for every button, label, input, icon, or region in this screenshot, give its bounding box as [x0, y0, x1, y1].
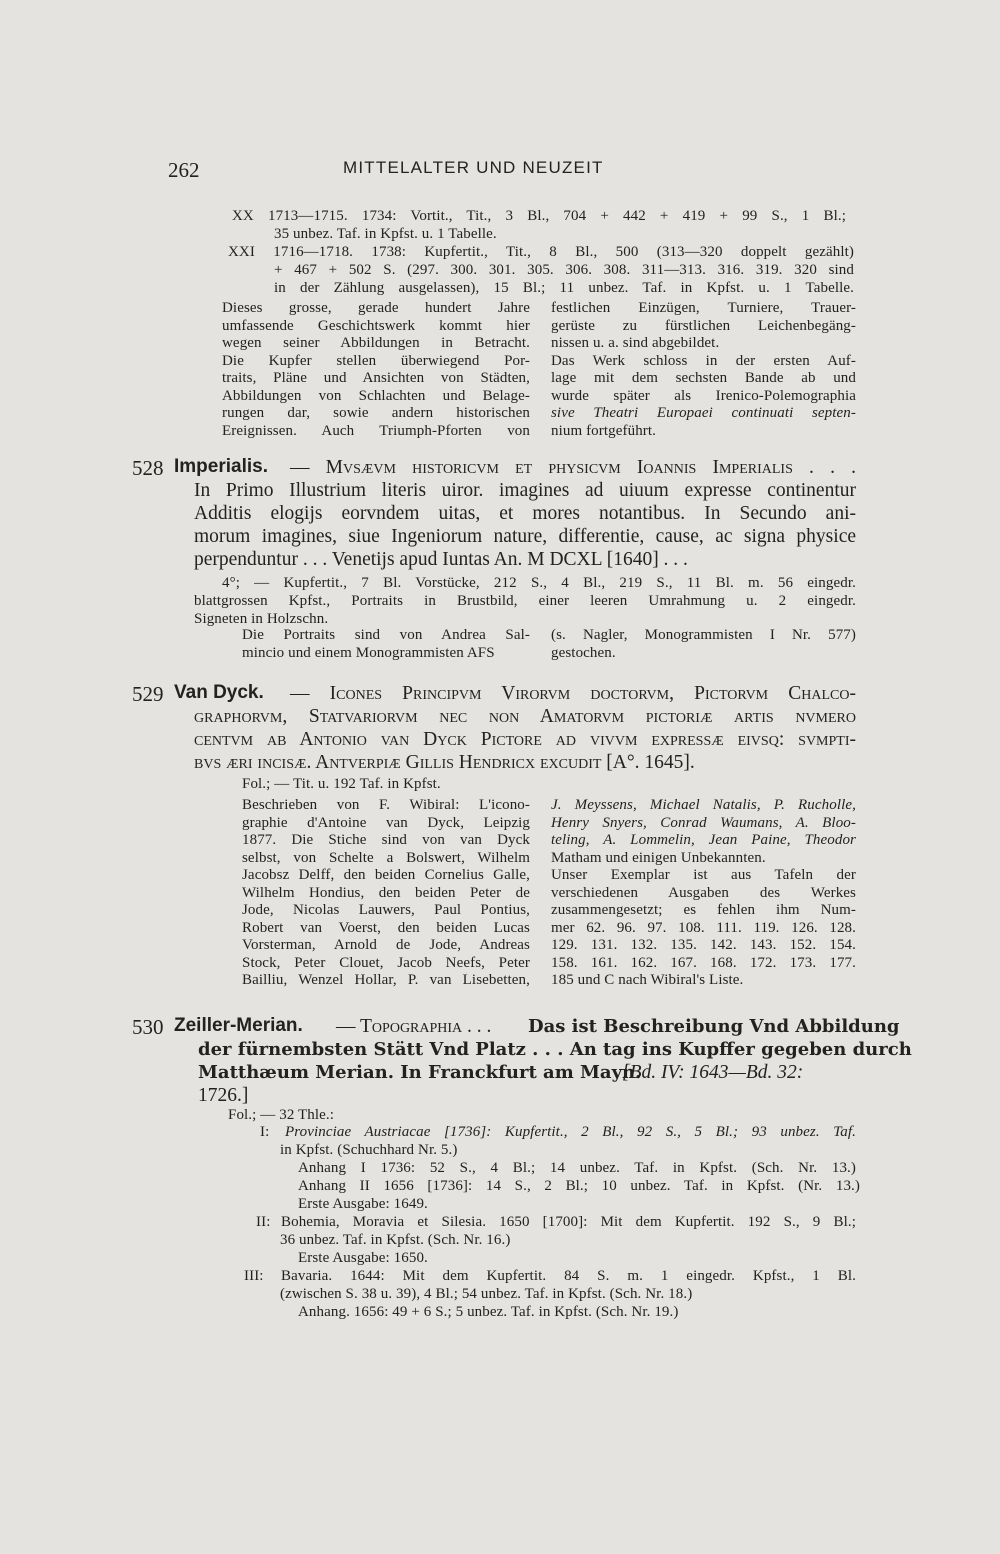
entry-title-line: bvs æri incisæ. Antverpiæ Gillis Hendricx excudit [A°. 1645]. — [194, 752, 695, 773]
entry-collation: Signeten in Holzschn. — [194, 611, 329, 627]
prev-entry-note-left — [222, 300, 530, 440]
entry-number: 530 — [132, 1015, 164, 1039]
note-line: 1877. Die Stiche sind von van Dyck — [242, 832, 530, 848]
note-line: nissen u. a. sind abgebildet. — [551, 335, 720, 351]
volume-line: Bohemia, Moravia et Silesia. 1650 [1700]: Mit dem Kupfertit. 192 S., 9 Bl.; — [281, 1214, 856, 1230]
note-line: Vorsterman, Arnold de Jode, Andreas — [242, 937, 530, 953]
volume-line: Bavaria. 1644: Mit dem Kupfertit. 84 S. m. 1 eingedr. Kpfst., 1 Bl. — [281, 1268, 856, 1284]
note-line: Henry Snyers, Conrad Waumans, A. Bloo- — [551, 814, 856, 831]
volume-line: (zwischen S. 38 u. 39), 4 Bl.; 54 unbez. Taf. in Kpfst. (Sch. Nr. 18.) — [280, 1286, 693, 1302]
note-line: Wilhelm Hondius, den beiden Peter de — [242, 884, 530, 901]
entry-title-line: perpenduntur . . . Venetijs apud Iuntas An. M DCXL [1640] . . . — [194, 549, 688, 570]
note-line: Die Kupfer stellen überwiegend Por- — [222, 352, 530, 369]
volume-label: II: — [256, 1214, 271, 1230]
entry-title-line: morum imagines, siue Ingeniorum nature, differentie, cause, ac signa physice — [194, 526, 856, 547]
note-line: gerüste zu fürstlichen Leichenbegäng- — [551, 317, 856, 334]
volume-line: in Kpfst. (Schuchhard Nr. 5.) — [280, 1142, 458, 1158]
volume-line: Anhang II 1656 [1736]: 14 S., 2 Bl.; 10 unbez. Taf. in Kpfst. (Nr. 13.) — [298, 1178, 860, 1194]
entry-note-right — [551, 797, 856, 990]
volume-xxi-line-1: XXI 1716—1718. 1738: Kupfertit., Tit., 8 Bl., 500 (313—320 doppelt gezählt) — [228, 244, 854, 260]
note-line: Bailliu, Wenzel Hollar, P. van Lisebetten, — [242, 972, 530, 988]
entry-title-line: — Icones Principvm Virorvm doctorvm, Pictorvm Chalco- — [290, 683, 856, 704]
entry-name: Van Dyck. — [174, 682, 264, 703]
note-line: zusammengesetzt; es fehlen ihm Num- — [551, 902, 856, 918]
note-line: Das Werk schloss in der ersten Auf- — [551, 352, 856, 369]
note-line: sive Theatri Europaei continuati septen- — [551, 405, 856, 421]
note-line: Jacobsz Delff, den beiden Cornelius Galle, — [242, 867, 530, 883]
note-line: Dieses grosse, gerade hundert Jahre — [222, 300, 530, 316]
entry-name: Zeiller-Merian. — [174, 1015, 303, 1036]
entry-title-line: 1726.] — [198, 1085, 249, 1106]
note-line: 129. 131. 132. 135. 142. 143. 152. 154. — [551, 937, 856, 953]
entry-title-line: — Mvsævm historicvm et physicvm Ioannis Imperialis . . . — [290, 457, 856, 478]
note-line: Robert van Voerst, den beiden Lucas — [242, 919, 530, 936]
entry-title-fraktur: der fürnembsten Stätt Vnd Platz . . . An tag ins Kupffer gegeben durch — [198, 1039, 912, 1060]
entry-note-left — [242, 627, 530, 662]
note-line: Die Portraits sind von Andrea Sal- — [242, 627, 530, 643]
note-line: Jode, Nicolas Lauwers, Paul Pontius, — [242, 902, 530, 918]
note-line: Unser Exemplar ist aus Tafeln der — [551, 867, 856, 883]
note-line: wurde später als Irenico-Polemographia — [551, 387, 856, 404]
volume-line: Anhang. 1656: 49 + 6 S.; 5 unbez. Taf. in Kpfst. (Sch. Nr. 19.) — [298, 1304, 679, 1320]
note-line: gestochen. — [551, 644, 616, 661]
note-line: rungen dar, sowie andern historischen — [222, 405, 530, 421]
volume-line: Anhang I 1736: 52 S., 4 Bl.; 14 unbez. Taf. in Kpfst. (Sch. Nr. 13.) — [298, 1160, 856, 1176]
entry-title-line: [Bd. IV: 1643—Bd. 32: — [622, 1062, 804, 1083]
note-line: 158. 161. 162. 167. 168. 172. 173. 177. — [551, 954, 856, 971]
prev-entry-note-right — [551, 300, 856, 440]
entry-collation: Fol.; — Tit. u. 192 Taf. in Kpfst. — [242, 776, 441, 792]
entry-name: Imperialis. — [174, 456, 268, 477]
note-line: J. Meyssens, Michael Natalis, P. Rucholle, — [551, 797, 856, 813]
entry-title-line: Additis elogijs eorvndem uitas, et mores notantibus. In Secundo ani- — [194, 503, 856, 524]
note-line: lage mit dem sechsten Bande ab und — [551, 370, 856, 386]
volume-xx-line-1: XX 1713—1715. 1734: Vortit., Tit., 3 Bl., 704 + 442 + 419 + 99 S., 1 Bl.; — [232, 208, 846, 224]
note-line: wegen seiner Abbildungen in Betracht. — [222, 335, 530, 351]
page-number: 262 — [168, 158, 200, 182]
note-line: Stock, Peter Clouet, Jacob Neefs, Peter — [242, 954, 530, 971]
note-line: 185 und C nach Wibiral's Liste. — [551, 972, 744, 988]
entry-note-left — [242, 797, 530, 990]
running-title: MITTELALTER UND NEUZEIT — [343, 158, 604, 177]
entry-title-line: graphorvm, Statvariorvm nec non Amatorvm pictoriæ artis nvmero — [194, 706, 856, 727]
note-line: selbst, von Schelte a Bolswert, Wilhelm — [242, 849, 530, 866]
note-line: verschiedenen Ausgaben des Werkes — [551, 884, 856, 901]
entry-collation: blattgrossen Kpfst., Portraits in Brustbild, einer leeren Umrahmung u. 2 eingedr. — [194, 593, 856, 609]
volume-line: Provinciae Austriacae [1736]: Kupfertit., 2 Bl., 92 S., 5 Bl.; 93 unbez. Taf. — [285, 1124, 856, 1140]
note-line: (s. Nagler, Monogrammisten I Nr. 577) — [551, 627, 856, 643]
entry-title-fraktur: Matthæum Merian. In Franckfurt am Mayn. — [198, 1062, 642, 1083]
note-line: Abbildungen von Schlachten und Belage- — [222, 387, 530, 404]
entry-number: 529 — [132, 682, 164, 706]
volume-line: 36 unbez. Taf. in Kpfst. (Sch. Nr. 16.) — [280, 1232, 511, 1248]
entry-title-line: In Primo Illustrium literis uiror. imagines ad uiuum expresse continentur — [194, 480, 856, 501]
entry-number: 528 — [132, 456, 164, 480]
entry-title-line: centvm ab Antonio van Dyck Pictore ad vivvm expressæ eivsq: svmpti- — [194, 729, 856, 750]
note-line: mincio und einem Monogrammisten AFS — [242, 644, 495, 661]
entry-title-line: — Topographia . . . — [336, 1016, 492, 1037]
volume-label: I: — [260, 1124, 270, 1140]
volume-label: III: — [244, 1268, 264, 1284]
entry-collation: Fol.; — 32 Thle.: — [228, 1107, 335, 1123]
volume-line: Erste Ausgabe: 1649. — [298, 1196, 428, 1212]
note-line: umfassende Geschichtswerk kommt hier — [222, 317, 530, 334]
note-line: mer 62. 96. 97. 108. 111. 119. 126. 128. — [551, 919, 856, 936]
note-line: Matham und einigen Unbekannten. — [551, 849, 766, 866]
volume-xx-line-2: 35 unbez. Taf. in Kpfst. u. 1 Tabelle. — [274, 226, 497, 242]
note-line: Ereignissen. Auch Triumph-Pforten von — [222, 422, 530, 439]
entry-collation: 4°; — Kupfertit., 7 Bl. Vorstücke, 212 S., 4 Bl., 219 S., 11 Bl. m. 56 eingedr. — [222, 575, 856, 591]
note-line: traits, Pläne und Ansichten von Städten, — [222, 370, 530, 386]
note-line: festlichen Einzügen, Turniere, Trauer- — [551, 300, 856, 316]
volume-line: Erste Ausgabe: 1650. — [298, 1250, 428, 1266]
note-line: teling, A. Lommelin, Jean Paine, Theodor — [551, 832, 856, 848]
note-line: nium fortgeführt. — [551, 422, 657, 439]
volume-xxi-line-2: + 467 + 502 S. (297. 300. 301. 305. 306. 308. 311—313. 316. 319. 320 sind — [274, 262, 854, 278]
entry-note-right — [551, 627, 856, 662]
note-line: graphie d'Antoine van Dyck, Leipzig — [242, 814, 530, 831]
note-line: Beschrieben von F. Wibiral: L'icono- — [242, 797, 530, 813]
entry-title-fraktur: Das ist Beschreibung Vnd Abbildung — [528, 1016, 900, 1037]
volume-xxi-line-3: in der Zählung ausgelassen), 15 Bl.; 11 unbez. Taf. in Kpfst. u. 1 Tabelle. — [274, 280, 854, 296]
